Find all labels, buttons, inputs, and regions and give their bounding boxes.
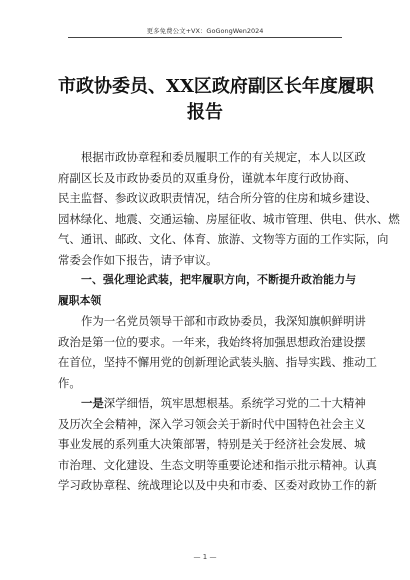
paragraph-line: 在首位，坚持不懈用党的创新理论武装头脑、指导实践、推动工	[58, 355, 377, 369]
intro-line: 常委会作如下报告，请予审议。	[58, 252, 218, 267]
paragraph-line-text: 深学细悟，筑牢思想根基。系统学习党的二十大精神	[103, 396, 366, 410]
intro-paragraph	[58, 147, 400, 270]
paragraph-line: 市治理、文化建设、生态文明等重要论述和指示批示精神。认真	[58, 457, 377, 472]
title-line-2: 报告	[187, 102, 223, 123]
section-heading-line: 履职本领	[58, 293, 102, 307]
paragraph-line: 作。	[58, 375, 81, 390]
intro-line: 民主监督、参政议政职责情况，结合所分管的住房和城乡建设、	[58, 191, 377, 205]
paragraph-line: 作为一名党员领导干部和市政协委员，我深知旗帜鲜明讲	[81, 314, 366, 328]
header-note: 更多免费公文+VX：GoGongWen2024	[146, 27, 264, 35]
intro-line: 园林绿化、地震、交通运输、房屋征收、城市管理、供电、供水、燃	[58, 211, 400, 226]
section-heading-1	[58, 270, 356, 311]
paragraph-line: 政治是第一位的要求。一年来，我始终将加强思想政治建设摆	[58, 334, 366, 349]
document-body	[58, 147, 400, 496]
paragraph-line: 及历次全会精神，深入学习领会关于新时代中国特色社会主义	[58, 416, 366, 431]
body-paragraph-3	[58, 393, 377, 496]
paragraph-line: 学习政协章程、统战理论以及中央和市委、区委对政协工作的新	[58, 478, 377, 492]
title-line-1: 市政协委员、XX区政府副区长年度履职	[58, 76, 374, 97]
intro-line: 府副区长及市政协委员的双重身份，谨就本年度行政协商、	[58, 170, 356, 185]
intro-line: 根据市政协章程和委员履职工作的有关规定，本人以区政	[81, 150, 366, 164]
page-number: — 1 —	[193, 553, 217, 561]
paragraph-line	[58, 393, 366, 414]
paragraph-lead: 一是	[81, 396, 104, 410]
paragraph-line: 事业发展的系列重大决策部署，特别是关于经济社会发展、城	[58, 437, 366, 451]
intro-line: 气、通讯、邮政、文化、体育、旅游、文物等方面的工作实际，向	[58, 232, 389, 246]
body-paragraph-2	[58, 311, 377, 393]
section-heading-line: 一、强化理论武装，把牢履职方向，不断提升政治能力与	[81, 273, 356, 286]
document-title	[58, 74, 374, 126]
header-divider	[68, 37, 342, 38]
